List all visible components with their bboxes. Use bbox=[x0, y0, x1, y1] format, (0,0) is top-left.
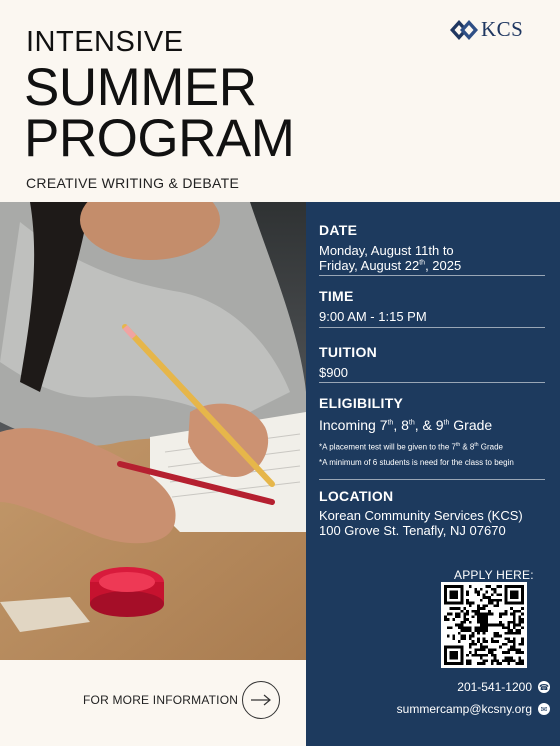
location-heading: LOCATION bbox=[319, 488, 394, 504]
logo-text: KCS bbox=[481, 17, 524, 41]
location-value bbox=[319, 509, 545, 539]
eligibility-note-2: *A minimum of 6 students is need for the class to begin bbox=[319, 457, 514, 467]
phone-icon: ☎ bbox=[539, 682, 549, 692]
subtitle: CREATIVE WRITING & DEBATE bbox=[26, 175, 240, 191]
date-value bbox=[319, 244, 545, 274]
student-writing-photo bbox=[0, 202, 306, 660]
divider bbox=[319, 327, 545, 328]
more-info-arrow-button[interactable] bbox=[242, 681, 280, 719]
phone-number: 201-541-1200 bbox=[457, 680, 532, 694]
divider bbox=[319, 479, 545, 480]
divider bbox=[319, 382, 545, 383]
info-panel bbox=[306, 202, 560, 746]
arrow-right-icon bbox=[250, 694, 272, 706]
title-intensive: INTENSIVE bbox=[26, 26, 184, 58]
eligibility-value: Incoming 7th, 8th, & 9th Grade bbox=[319, 417, 493, 433]
date-section bbox=[319, 222, 545, 274]
divider bbox=[319, 275, 545, 276]
email-icon: ✉ bbox=[538, 703, 550, 715]
eligibility-note-1: *A placement test will be given to the 7th & 8th Grade bbox=[319, 442, 504, 452]
time-heading: TIME bbox=[319, 288, 354, 304]
tuition-value: $900 bbox=[319, 365, 348, 380]
location-section bbox=[319, 488, 545, 539]
time-section bbox=[319, 288, 545, 325]
time-value: 9:00 AM - 1:15 PM bbox=[319, 309, 427, 324]
email-address: summercamp@kcsny.org bbox=[396, 702, 532, 716]
more-info-label: FOR MORE INFORMATION bbox=[83, 693, 239, 707]
location-line2: 100 Grove St. Tenafly, NJ 07670 bbox=[319, 522, 506, 538]
email-contact[interactable] bbox=[396, 702, 548, 716]
eligibility-heading: ELIGIBILITY bbox=[319, 395, 404, 411]
kcs-logo-icon bbox=[450, 19, 478, 41]
date-heading: DATE bbox=[319, 222, 358, 238]
phone-contact[interactable] bbox=[457, 680, 549, 694]
tuition-section bbox=[319, 344, 545, 381]
title-summer: SUMMER bbox=[24, 58, 257, 117]
date-line2: Friday, August 22th, 2025 bbox=[319, 257, 462, 273]
tuition-heading: TUITION bbox=[319, 344, 378, 360]
apply-qr-code[interactable] bbox=[441, 582, 527, 668]
title-program: PROGRAM bbox=[24, 109, 295, 168]
eligibility-section bbox=[319, 395, 545, 467]
kcs-logo bbox=[450, 17, 523, 42]
apply-label: APPLY HERE: bbox=[454, 568, 534, 582]
date-line1: Monday, August 11th to bbox=[319, 243, 454, 258]
location-line1: Korean Community Services (KCS) bbox=[319, 508, 523, 523]
